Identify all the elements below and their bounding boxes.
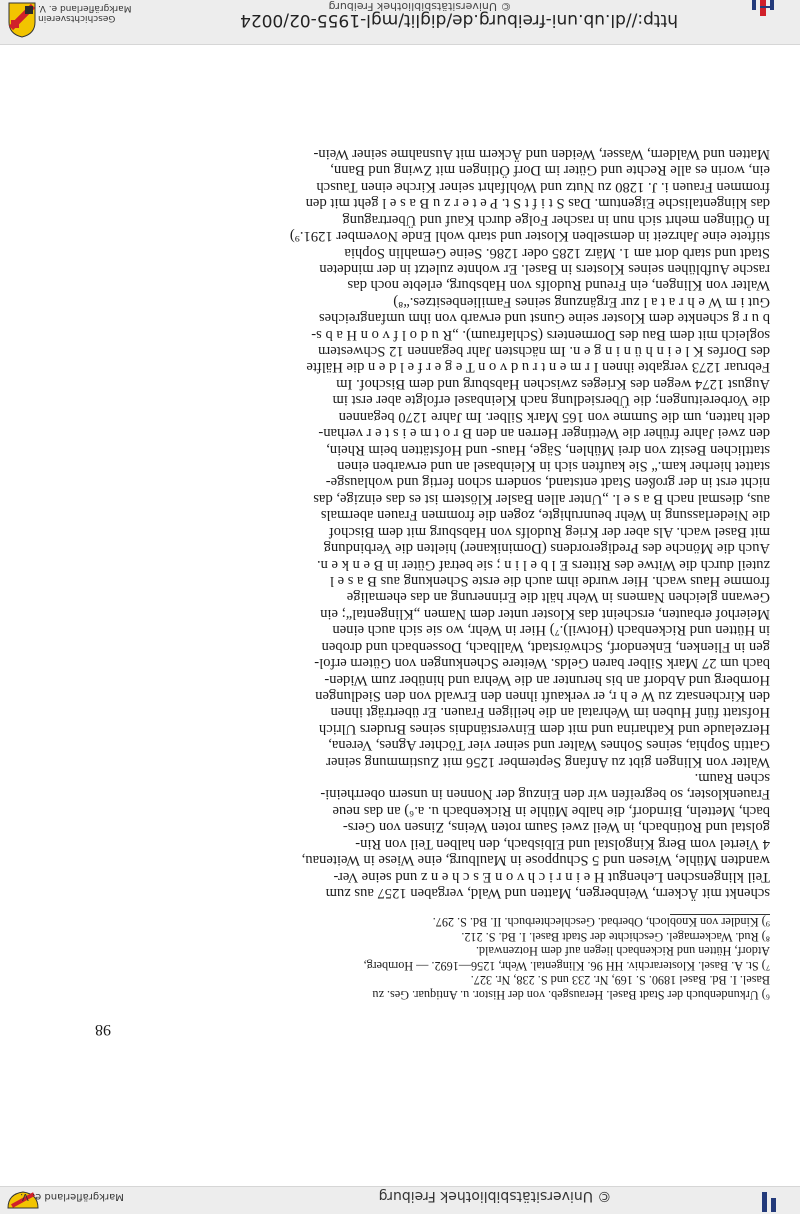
society-name <box>38 3 158 23</box>
text-line: Hornberg und Abdorf an bis herunter an die Wehra und hinüber zum Widen- <box>324 671 770 688</box>
text-line: den Kirchensatz zu W e h r, er verkauft ihnen den Erwald von den Siedlungen <box>315 687 770 704</box>
text-line: stiftete eine Jahrzeit in demselben Kloster und starb wohl Ende November 1291.⁹) <box>289 228 770 245</box>
text-line: Meierhof erbauten, erscheint das Kloster unter dem Namen „Klingental“; ein <box>320 605 770 622</box>
text-line: b u r g schenkte dem Kloster seine Gunst und erwarb von ihm umfangreiches <box>318 310 770 327</box>
text-line: Frauenkloster, so begreifen wir den Einzug der Nonnen in unsern oberrheini- <box>320 786 770 803</box>
text-line: Matten und Waldern, Wasser, Weiden und Äckern mit Ausnahme seiner Wein- <box>313 146 770 163</box>
text-line: Februar 1273 vergabte ihnen I r m e n t r u d v o n T e g e r f e l d e n die Hälfte <box>306 359 770 376</box>
text-line: delt hatten, um die Summe von 165 Mark Silber. Im Jahre 1270 begannen <box>338 408 770 425</box>
library-credit-footer: © Universitätsbibliothek Freiburg <box>378 1188 612 1204</box>
text-line: In Ötlingen mehrt sich nun in rascher Folge durch Kauf und Übertragung <box>342 211 770 228</box>
text-line: Teil klingenschen Lehengut H e i n r i c h v o n E s c h e n z und seine Ver- <box>333 868 770 885</box>
text-line: die Niederlassung in Wehr beunruhigte, zogen die frommen Frauen abermals <box>320 507 770 524</box>
text-line: golstal und Rotinbach, in Weil zwei Saum roten Weins, Zinsen von Gers- <box>342 819 770 836</box>
text-line: Auch die Mönche des Predigerordens (Dominikaner) hielten die Verbindung <box>323 540 770 557</box>
text-line: mit Basel wach. Als aber der Krieg Rudolfs von Habsburg mit dem Bischof <box>328 523 770 540</box>
text-line: aus, diesmal nach B a s e l. „Unter allen Basler Klöstern ist es das einzige, das <box>313 490 770 507</box>
text-line: gen in Flienken, Enkendorf, Schwörstadt, Wallbach, Dossenbach und droben <box>321 638 770 655</box>
permalink-url[interactable]: http://dl.ub.uni-freiburg.de/diglit/mgl-1955-02/0024 <box>240 10 678 30</box>
society-name-footer: Markgräflerland e. V. <box>20 1191 124 1202</box>
footnote-line: ⁶) Urkundenbuch der Stadt Basel. Herausgeb. von der Histor. u. Antiquar. Ges. zu <box>372 988 770 1002</box>
text-line: frommen Frauen i. J. 1280 zu Nutz und Wohlfahrt seiner Kirche einen Tausch <box>316 178 770 195</box>
text-line: das klingentalische Eigentum. Das S t i f t S t. P e t e r z u B a s e l geht mit den <box>305 195 770 212</box>
footnote-line: Basel. I. Bd. Basel 1890. S. 169, Nr. 233 und S. 238, Nr. 327. <box>470 973 770 988</box>
text-line: nicht erst in der großen Stadt entstand, sondern schon fertig und wohlausge- <box>325 474 770 491</box>
text-line: stattet hierher kam.“ Sie kauften sich in Kleinbasel an und erwarben einen <box>337 458 770 475</box>
society-name-line: Markgräflerland e. V. <box>38 3 132 13</box>
text-line: ein, worin es alle Rechte und Güter im Dorf Ötlingen mit Zwing und Bann, <box>330 162 770 179</box>
text-line: zuteil durch die Witwe des Ritters E l b e l i n ; sie betraf Güter in B e n k e n. <box>316 556 770 573</box>
text-line: Gewann gleichen Namens in Wehr hält die Erinnerung an das ehemalige <box>346 589 770 606</box>
text-line: sogleich mit dem Bau des Dormenters (Schlafraum). „R u d o l f v o n H a b s- <box>311 326 770 343</box>
university-library-logo-icon <box>752 0 782 16</box>
text-line: schen Raum. <box>694 770 770 787</box>
text-line: schenkt mit Äckern, Weinbergen, Matten und Wald, vergaben 1257 aus zum <box>325 885 770 901</box>
text-line: fromme Haus wach. Hier wurde ihm auch die erste Schenkung aus B a s e l <box>329 572 770 589</box>
text-line: August 1274 wegen des Krieges zwischen Habsburg und dem Bischof. Im <box>336 375 770 392</box>
text-line: wandten Mühle, Wiesen und 5 Schuppose in Maulburg, eine Wiese in Weitenau, <box>301 852 770 869</box>
footnote-line: ⁸) Rud. Wackernagel. Geschichte der Stadt Basel. I. Bd. S. 212. <box>461 930 770 944</box>
text-line: Walter von Klingen gibt zu Anfang September 1256 mit Zustimmung seiner <box>326 753 770 770</box>
text-line: Gattin Sophia, seines Sohnes Walter und seiner vier Töchter Agnes, Verena, <box>328 737 770 754</box>
text-line: stattlichen Besitz von drei Mühlen, Säge, Haus- und Hofstätten beim Rhein, <box>326 441 770 458</box>
text-line: Walter von Klingen, ein Freund Rudolfs von Habsburg, erlebte noch das <box>347 277 770 294</box>
footnote-line: ⁹) Kindler von Knobloch, Oberbad. Geschlechterbuch. II. Bd. S. 297. <box>432 915 770 930</box>
text-line: Stadt und starb dort am 1. März 1285 oder 1286. Seine Gemahlin Sophia <box>344 244 770 261</box>
text-line: 4 Viertel vom Berg Kingolstal und Elbisbach, den halben Teil von Rin- <box>355 835 770 852</box>
footnote-line: ⁷) St. A. Basel. Klosterarchiv. HH 96. Klingental. Wehr, 1256—1692. — Hornberg, <box>363 959 770 973</box>
body-text <box>95 146 770 901</box>
text-line: die Vorbereitungen; die Übersiedlung nach Kleinbasel erfolgte aber erst im <box>332 392 770 409</box>
text-line: den zwei Jahre früher die Wettinger Herren an den B r o t m e i s t e r verhan- <box>318 425 770 442</box>
markgraeflerland-crest-icon <box>8 2 36 38</box>
text-line: in Hütten und Rickenbach (Hotwil).⁷) Hier in Wehr, wo sie sich auch einen <box>332 622 770 639</box>
text-line: bach, Metteln, Birndorf, die halbe Mühle in Rickenbach u. a.⁶) an das neue <box>332 802 770 819</box>
text-line: Herzelaude und Katharina und mit dem Einverständnis seines Bruders Ulrich <box>318 720 770 737</box>
document-page <box>95 146 770 1040</box>
text-line: rasche Aufblühen seines Klosters in Basel. Er wohnte zuletzt in der mindeten <box>319 260 770 277</box>
text-line: Gut i m W e h r a t a l zur Ergänzung seines Familienbesitzes.“⁸) <box>393 293 770 310</box>
text-line: bach um 27 Mark Silber baren Gelds. Weitere Schenkungen von Gütern erfol- <box>314 655 770 672</box>
text-line: Hofstatt fünf Huben im Wehratal an die heiligen Frauen. Er überträgt ihnen <box>330 704 770 721</box>
society-name-line: Geschichtsverein <box>38 13 116 23</box>
university-library-logo-icon <box>760 1192 780 1212</box>
footnotes <box>95 915 770 1002</box>
footnote-line: Atdorf, Hütten und Rickenbach liegen auf dem Hotzenwald. <box>475 944 770 959</box>
document-page-content <box>95 146 770 1040</box>
text-line: des Dorfes K l e i n h ü n i n g e n. Im nächsten Jahr begannen 12 Schwestern <box>318 343 770 360</box>
library-credit: © Universitätsbibliothek Freiburg <box>328 0 512 13</box>
page-number: 98 <box>95 1021 111 1038</box>
